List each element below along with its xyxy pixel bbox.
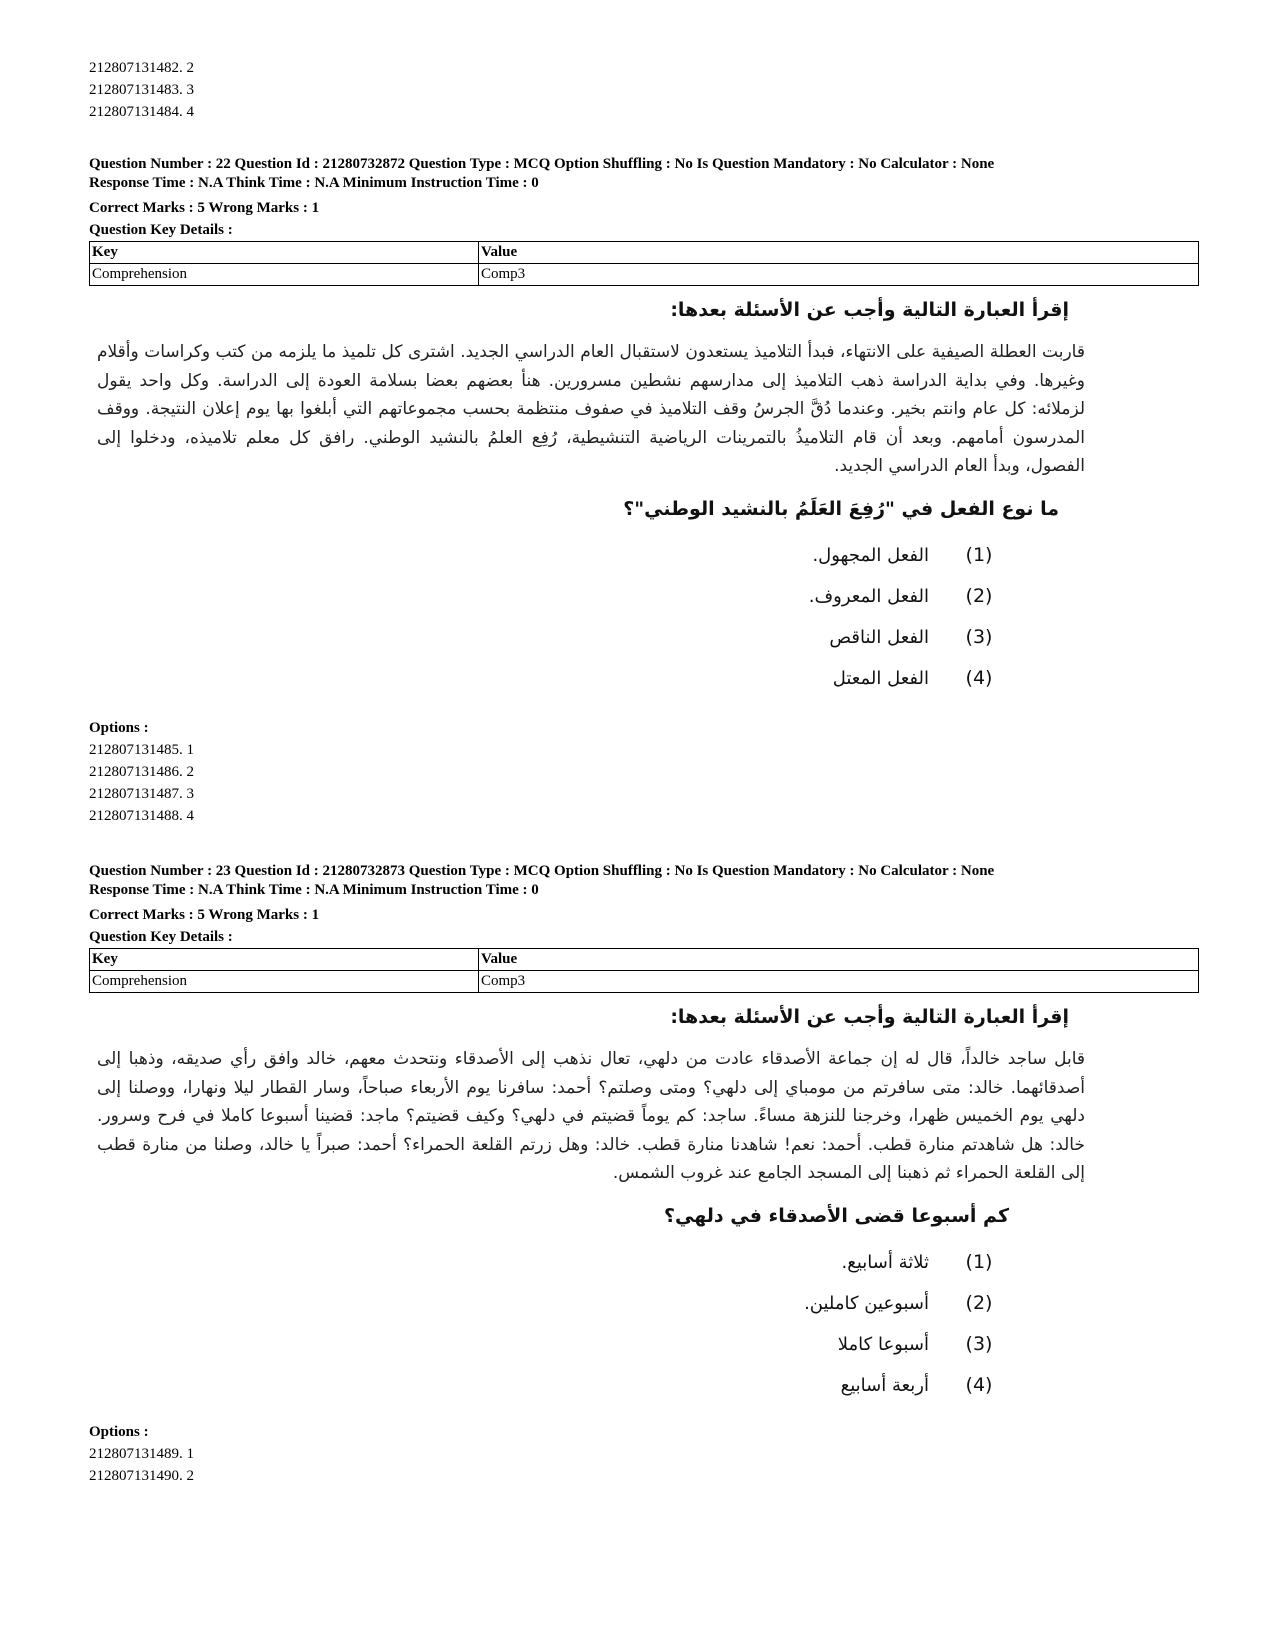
choice-item bbox=[89, 576, 1099, 617]
table-cell-value: Comp3 bbox=[479, 971, 1199, 993]
choice-item bbox=[89, 1324, 1099, 1365]
choice-item bbox=[89, 617, 1099, 658]
table-header-value: Value bbox=[479, 242, 1199, 264]
options-label: Options : bbox=[89, 720, 149, 736]
comprehension-passage: قاربت العطلة الصيفية على الانتهاء، فبدأ التلاميذ يستعدون لاستقبال العام الدراسي الجديد. اشترى كل تلميذ ما يلزمه من كتب وكراسات وأقلام وغيرها. وفي بداية الدراسة ذهب التلاميذ إلى مدارسهم نشطين مسرورين. هنأ بعضهم بعضا بسلامة العودة إلى الدراسة. وكل واحد يقول لزملائه: كل عام وانتم بخير. وعندما دُقَّ الجرسُ وقف التلاميذ في صفوف منتظمة بحسب مجموعاتهم التي أبلغوا بها يوم إعلان النتيجة. ووقف المدرسون أمامهم. وبعد أن قام التلاميذُ بالتمرينات الرياضية التنشيطية، رُفِع العلمُ بالنشيد الوطني. رافق كل معلم تلاميذه، ودخلوا إلى الفصول، وبدأ العام الدراسي الجديد. bbox=[97, 342, 1085, 476]
choice-text: الفعل المعروف. bbox=[808, 585, 929, 607]
choice-text: أربعة أسابيع bbox=[840, 1374, 929, 1396]
options-list-23 bbox=[89, 1421, 194, 1487]
option-line: 212807131486. 2 bbox=[89, 764, 194, 780]
choice-number: (4) bbox=[965, 667, 993, 689]
choice-text: الفعل المجهول. bbox=[812, 544, 929, 566]
choice-item bbox=[89, 658, 1099, 699]
choice-list bbox=[89, 1242, 1099, 1406]
option-line: 212807131482. 2 bbox=[89, 60, 194, 76]
option-line: 212807131489. 1 bbox=[89, 1446, 194, 1462]
comprehension-instruction: إقرأ العبارة التالية وأجب عن الأسئلة بعدها: bbox=[670, 299, 1069, 321]
option-line: 212807131487. 3 bbox=[89, 786, 194, 802]
choice-item bbox=[89, 1365, 1099, 1406]
question-marks: Correct Marks : 5 Wrong Marks : 1 bbox=[89, 200, 320, 216]
comprehension-instruction: إقرأ العبارة التالية وأجب عن الأسئلة بعدها: bbox=[670, 1006, 1069, 1028]
question-header-line2: Response Time : N.A Think Time : N.A Minimum Instruction Time : 0 bbox=[89, 175, 539, 191]
choice-text: الفعل الناقص bbox=[829, 626, 929, 648]
choice-text: أسبوعا كاملا bbox=[837, 1333, 929, 1355]
choice-text: أسبوعين كاملين. bbox=[804, 1292, 929, 1314]
options-list-22 bbox=[89, 717, 194, 827]
question-header-line2: Response Time : N.A Think Time : N.A Minimum Instruction Time : 0 bbox=[89, 882, 539, 898]
comprehension-image-22 bbox=[89, 296, 1099, 699]
question-header-line1: Question Number : 22 Question Id : 21280732872 Question Type : MCQ Option Shuffling : No Is Question Mandatory : No Calculator : None bbox=[89, 156, 995, 172]
table-cell-key: Comprehension bbox=[90, 264, 479, 286]
choice-number: (2) bbox=[965, 585, 993, 607]
question-key-details-label: Question Key Details : bbox=[89, 929, 233, 945]
table-header-value: Value bbox=[479, 949, 1199, 971]
question-key-table bbox=[89, 948, 1199, 993]
question-key-details-label: Question Key Details : bbox=[89, 222, 233, 238]
choice-number: (2) bbox=[965, 1292, 993, 1314]
table-cell-value: Comp3 bbox=[479, 264, 1199, 286]
table-header-row bbox=[90, 949, 1199, 971]
table-row bbox=[90, 971, 1199, 993]
question-header-line1: Question Number : 23 Question Id : 21280732873 Question Type : MCQ Option Shuffling : No Is Question Mandatory : No Calculator : None bbox=[89, 863, 995, 879]
option-line: 212807131483. 3 bbox=[89, 82, 194, 98]
top-options-list bbox=[89, 57, 194, 123]
choice-text: ثلاثة أسابيع. bbox=[841, 1251, 929, 1273]
choice-item bbox=[89, 535, 1099, 576]
option-line: 212807131488. 4 bbox=[89, 808, 194, 824]
choice-number: (3) bbox=[965, 626, 993, 648]
choice-item bbox=[89, 1242, 1099, 1283]
table-header-row bbox=[90, 242, 1199, 264]
choice-item bbox=[89, 1283, 1099, 1324]
option-line: 212807131485. 1 bbox=[89, 742, 194, 758]
choice-number: (4) bbox=[965, 1374, 993, 1396]
choice-number: (3) bbox=[965, 1333, 993, 1355]
comprehension-question: ما نوع الفعل في "رُفِعَ العَلَمُ بالنشيد الوطني"؟ bbox=[623, 497, 1059, 520]
option-line: 212807131484. 4 bbox=[89, 104, 194, 120]
table-header-key: Key bbox=[90, 242, 479, 264]
option-line: 212807131490. 2 bbox=[89, 1468, 194, 1484]
table-header-key: Key bbox=[90, 949, 479, 971]
choice-number: (1) bbox=[965, 544, 993, 566]
options-label: Options : bbox=[89, 1424, 149, 1440]
choice-number: (1) bbox=[965, 1251, 993, 1273]
question-key-table bbox=[89, 241, 1199, 286]
comprehension-question: كم أسبوعا قضى الأصدقاء في دلهي؟ bbox=[663, 1204, 1009, 1227]
table-row bbox=[90, 264, 1199, 286]
comprehension-image-23 bbox=[89, 1003, 1099, 1406]
choice-text: الفعل المعتل bbox=[832, 667, 929, 689]
question-block-23 bbox=[89, 862, 1199, 1406]
choice-list bbox=[89, 535, 1099, 699]
question-marks: Correct Marks : 5 Wrong Marks : 1 bbox=[89, 907, 320, 923]
question-block-22 bbox=[89, 155, 1199, 699]
comprehension-passage: قابل ساجد خالداً، قال له إن جماعة الأصدقاء عادت من دلهي، تعال نذهب إلى الأصدقاء ونتحدث معهم، خالد وافق رأي صديقه، وذهبا إلى أصدقائهما. خالد: متى سافرتم من مومباي إلى دلهي؟ ومتى وصلتم؟ أحمد: سافرنا يوم الأربعاء صباحاً، وسار القطار ليلا ونهارا، ووصلنا إلى دلهي يوم الخميس ظهرا، وخرجنا للنزهة مساءً. ساجد: كم يوماً قضيتم في دلهي؟ وكيف قضيتم؟ ماجد: قضينا أسبوعا كاملا في فرح وسرور. خالد: هل شاهدتم منارة قطب. أحمد: نعم! شاهدنا منارة قطب. خالد: وهل زرتم القلعة الحمراء؟ أحمد: صبراً يا خالد، وصلنا من منارة قطب إلى القلعة الحمراء ثم ذهبنا إلى المسجد الجامع عند غروب الشمس. bbox=[97, 1049, 1085, 1183]
table-cell-key: Comprehension bbox=[90, 971, 479, 993]
